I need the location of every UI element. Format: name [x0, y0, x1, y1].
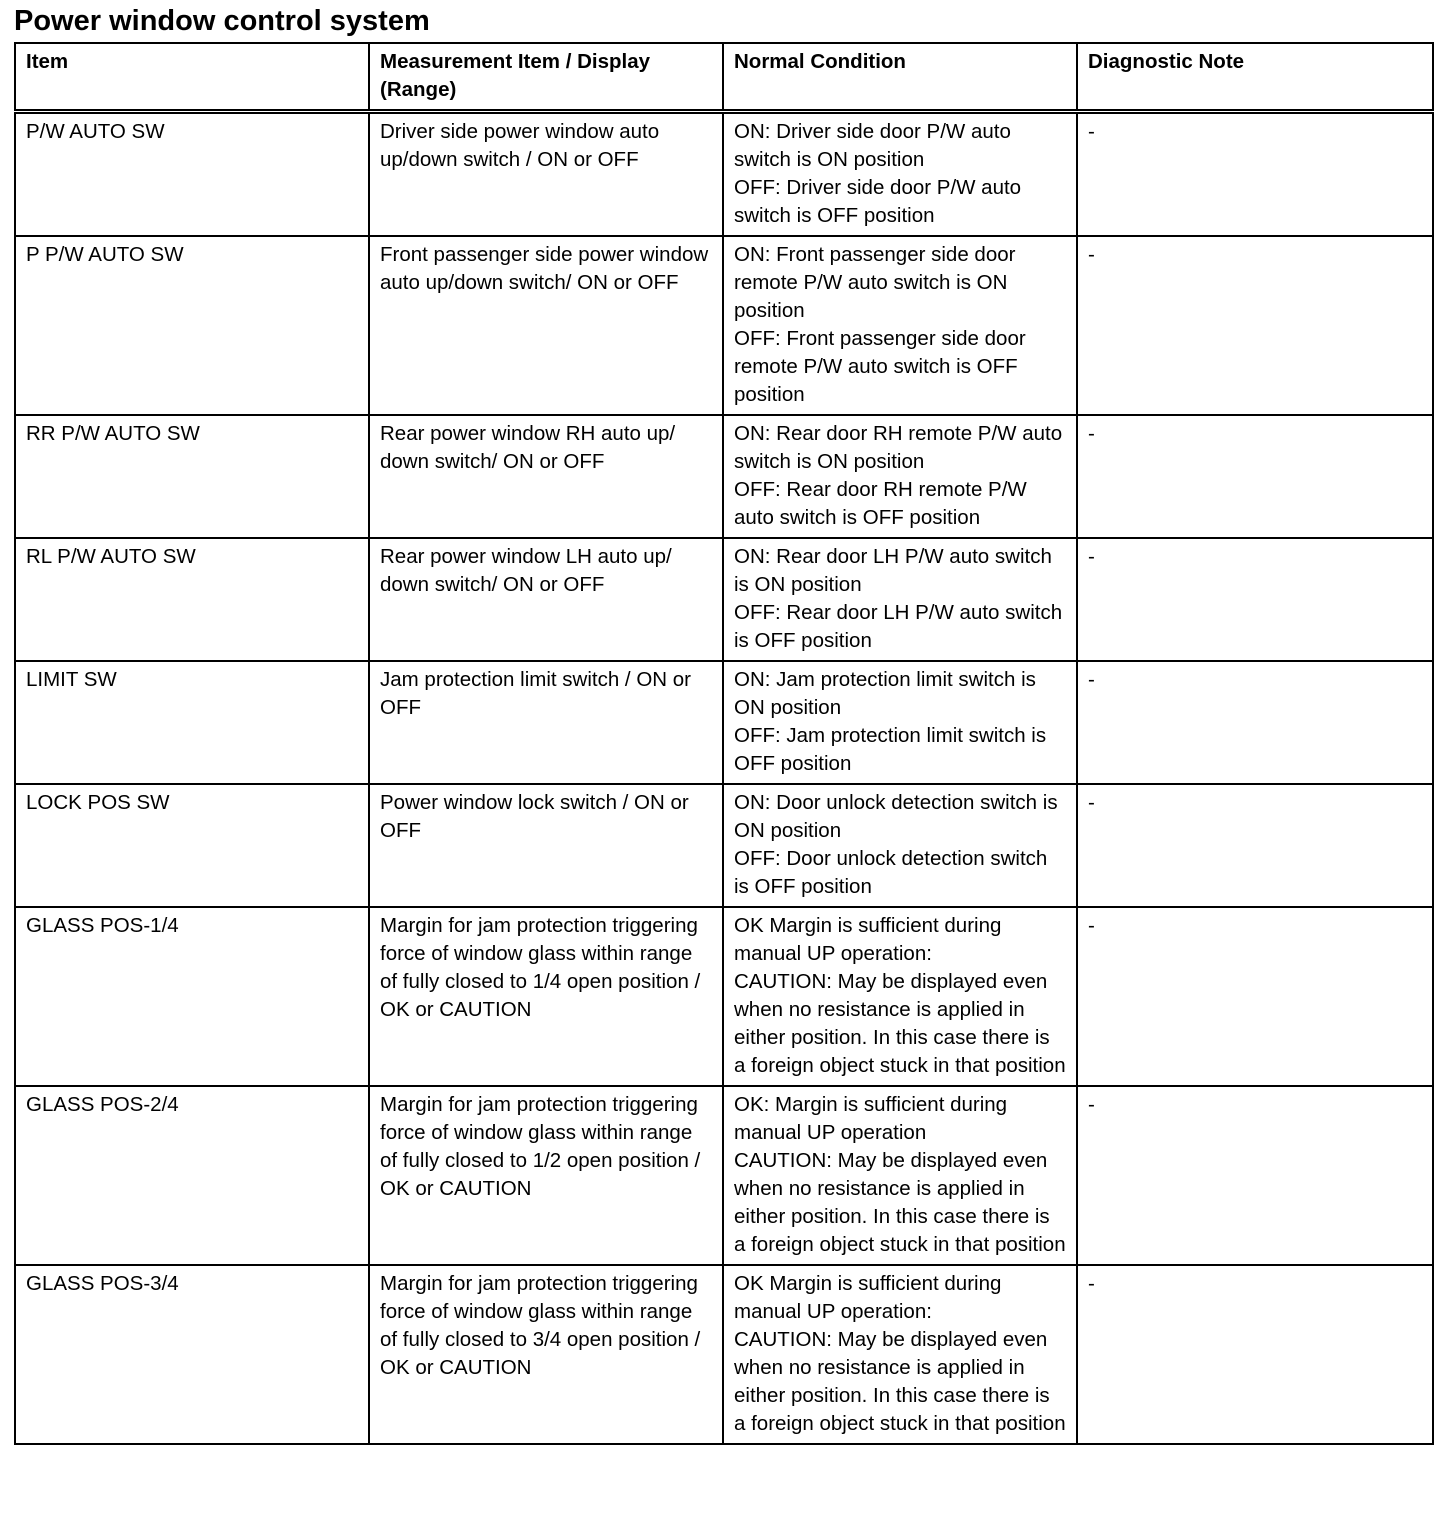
cell-measurement: Driver side power window auto up/down switch / ON or OFF	[369, 112, 723, 237]
cell-item: RL P/W AUTO SW	[15, 538, 369, 661]
cell-measurement: Power window lock switch / ON or OFF	[369, 784, 723, 907]
normal-on-text: OK Margin is sufficient during manual UP operation:	[734, 914, 1002, 965]
normal-off-text: OFF: Driver side door P/W auto switch is OFF position	[734, 176, 1022, 227]
normal-on-text: ON: Driver side door P/W auto switch is ON position	[734, 120, 1011, 171]
normal-off-text: OFF: Rear door LH P/W auto switch is OFF position	[734, 601, 1063, 652]
table-row	[15, 415, 1433, 538]
cell-measurement: Front passenger side power window auto up/down switch/ ON or OFF	[369, 236, 723, 415]
normal-on-text: OK Margin is sufficient during manual UP operation:	[734, 1272, 1002, 1323]
cell-item: GLASS POS-3/4	[15, 1265, 369, 1444]
cell-note: -	[1077, 112, 1433, 237]
cell-note: -	[1077, 1265, 1433, 1444]
cell-item: GLASS POS-2/4	[15, 1086, 369, 1265]
table-row	[15, 784, 1433, 907]
cell-normal-condition	[723, 1086, 1077, 1265]
table-row	[15, 112, 1433, 237]
header-item: Item	[15, 43, 369, 112]
normal-on-text: ON: Front passenger side door remote P/W auto switch is ON position	[734, 243, 1016, 322]
header-measurement: Measurement Item / Display (Range)	[369, 43, 723, 112]
cell-item: LIMIT SW	[15, 661, 369, 784]
normal-on-text: ON: Rear door LH P/W auto switch is ON position	[734, 545, 1052, 596]
header-diagnostic-note: Diagnostic Note	[1077, 43, 1433, 112]
cell-note: -	[1077, 907, 1433, 1086]
cell-normal-condition	[723, 1265, 1077, 1444]
data-monitor-table	[14, 42, 1434, 1445]
normal-off-text: OFF: Rear door RH remote P/W auto switch is OFF position	[734, 478, 1027, 529]
normal-on-text: ON: Door unlock detection switch is ON position	[734, 791, 1058, 842]
header-normal-condition: Normal Condition	[723, 43, 1077, 112]
table-row	[15, 538, 1433, 661]
cell-measurement: Jam protection limit switch / ON or OFF	[369, 661, 723, 784]
cell-note: -	[1077, 236, 1433, 415]
cell-normal-condition	[723, 112, 1077, 237]
table-row	[15, 661, 1433, 784]
table-row	[15, 907, 1433, 1086]
cell-normal-condition	[723, 784, 1077, 907]
cell-measurement: Margin for jam protection triggering force of window glass within range of fully closed to 1/4 open position / OK or CAUTION	[369, 907, 723, 1086]
cell-measurement: Margin for jam protection triggering force of window glass within range of fully closed to 3/4 open position / OK or CAUTION	[369, 1265, 723, 1444]
table-row	[15, 236, 1433, 415]
cell-measurement: Rear power window RH auto up/ down switch/ ON or OFF	[369, 415, 723, 538]
cell-normal-condition	[723, 236, 1077, 415]
page-title: Power window control system	[14, 5, 430, 37]
normal-on-text: ON: Jam protection limit switch is ON position	[734, 668, 1036, 719]
normal-on-text: OK: Margin is sufficient during manual UP operation	[734, 1093, 1008, 1144]
table-header-row	[15, 43, 1433, 112]
cell-item: LOCK POS SW	[15, 784, 369, 907]
cell-note: -	[1077, 1086, 1433, 1265]
normal-on-text: ON: Rear door RH remote P/W auto switch is ON position	[734, 422, 1063, 473]
cell-normal-condition	[723, 415, 1077, 538]
cell-note: -	[1077, 784, 1433, 907]
cell-normal-condition	[723, 907, 1077, 1086]
table-row	[15, 1086, 1433, 1265]
normal-off-text: OFF: Front passenger side door remote P/W auto switch is OFF position	[734, 327, 1026, 406]
cell-measurement: Rear power window LH auto up/ down switch/ ON or OFF	[369, 538, 723, 661]
cell-measurement: Margin for jam protection triggering force of window glass within range of fully closed to 1/2 open position / OK or CAUTION	[369, 1086, 723, 1265]
cell-note: -	[1077, 661, 1433, 784]
cell-item: RR P/W AUTO SW	[15, 415, 369, 538]
cell-item: P P/W AUTO SW	[15, 236, 369, 415]
cell-normal-condition	[723, 661, 1077, 784]
cell-normal-condition	[723, 538, 1077, 661]
cell-item: GLASS POS-1/4	[15, 907, 369, 1086]
cell-note: -	[1077, 415, 1433, 538]
cell-item: P/W AUTO SW	[15, 112, 369, 237]
cell-note: -	[1077, 538, 1433, 661]
table-row	[15, 1265, 1433, 1444]
normal-off-text: CAUTION: May be displayed even when no resistance is applied in either position. In this case there is a foreign object stuck in that position	[734, 970, 1066, 1077]
normal-off-text: OFF: Jam protection limit switch is OFF position	[734, 724, 1047, 775]
normal-off-text: CAUTION: May be displayed even when no resistance is applied in either position. In this case there is a foreign object stuck in that position	[734, 1328, 1066, 1435]
normal-off-text: CAUTION: May be displayed even when no resistance is applied in either position. In this case there is a foreign object stuck in that position	[734, 1149, 1066, 1256]
normal-off-text: OFF: Door unlock detection switch is OFF position	[734, 847, 1048, 898]
